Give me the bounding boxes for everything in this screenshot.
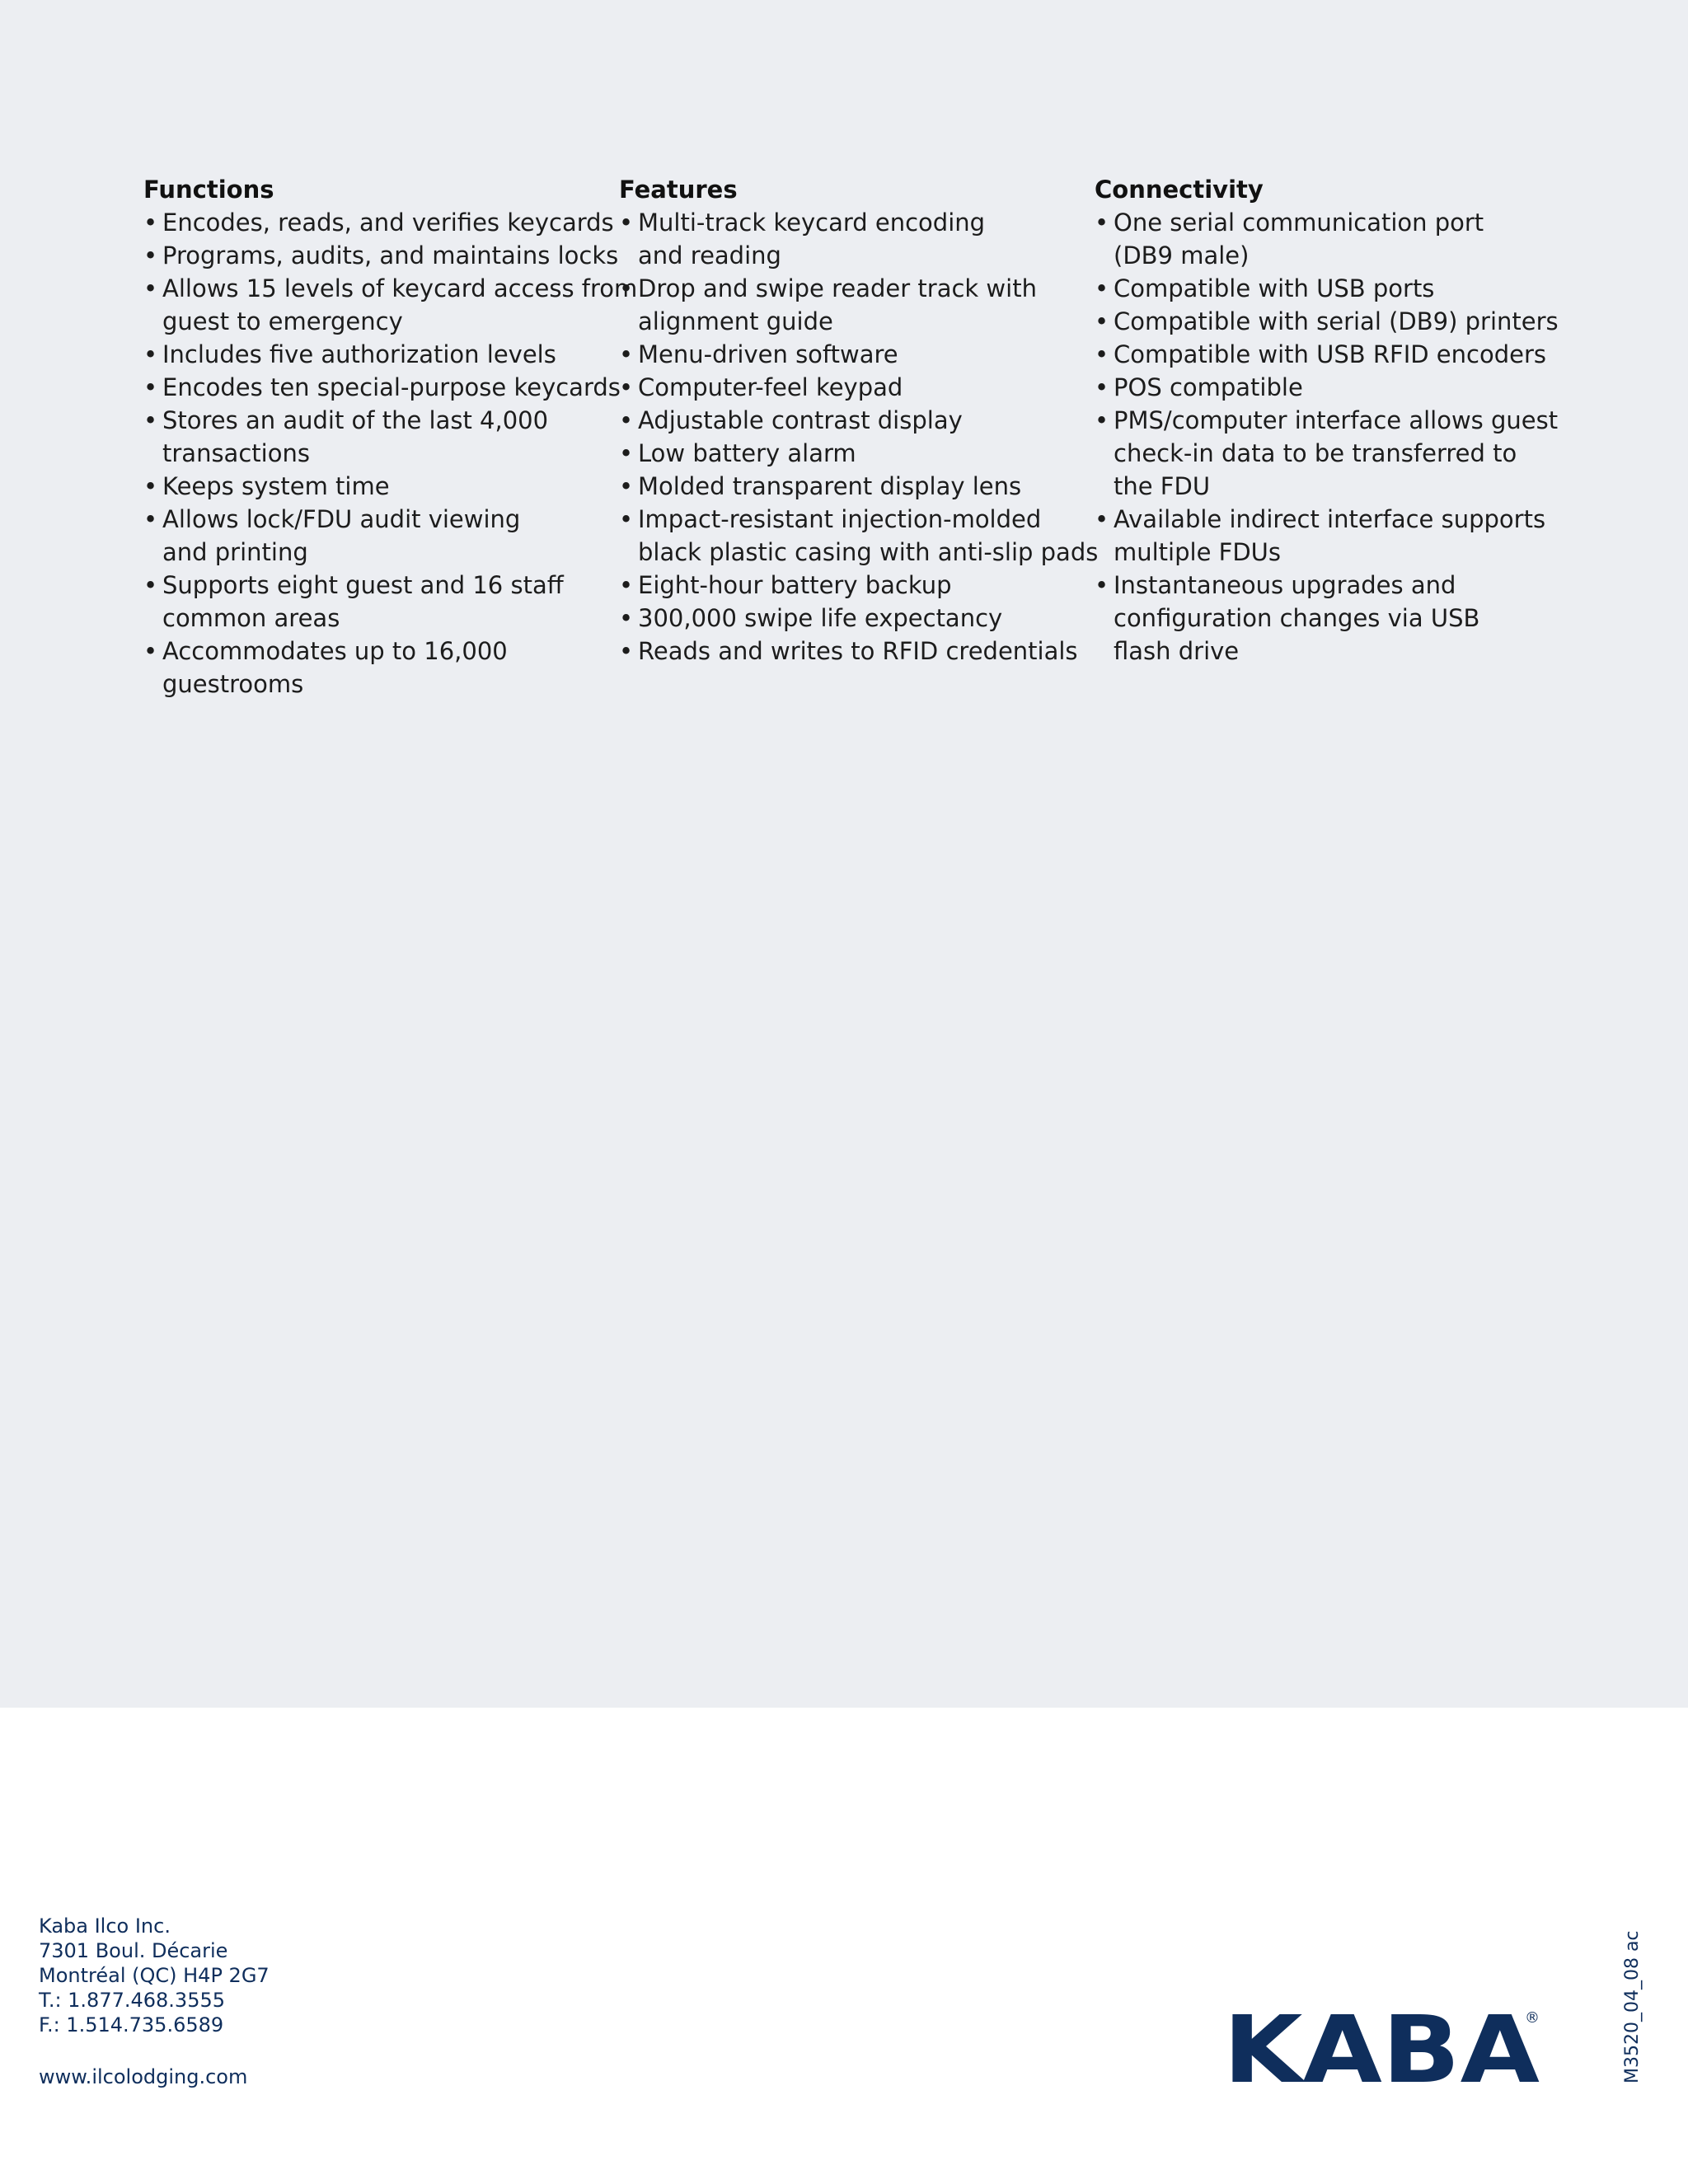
- list-item: • Stores an audit of the last 4,000: [143, 404, 605, 437]
- street-address: 7301 Boul. Décarie: [39, 1939, 228, 1962]
- list-item: • Compatible with serial (DB9) printers: [1095, 305, 1556, 338]
- functions-heading: Functions: [143, 176, 274, 204]
- functions-column: [143, 173, 638, 701]
- document-code: M3520_04_08 ac: [1622, 1930, 1643, 2083]
- list-item-continuation: multiple FDUs: [1114, 538, 1281, 566]
- list-item: • Encodes ten special-purpose keycards: [143, 371, 605, 404]
- phone-number: T.: 1.877.468.3555: [39, 1989, 226, 2012]
- list-item: • Low battery alarm: [619, 437, 1081, 470]
- fax-number: F.: 1.514.735.6589: [39, 2013, 224, 2036]
- list-item: • Compatible with USB RFID encoders: [1095, 338, 1556, 371]
- company-address: [39, 1914, 270, 2037]
- list-item-continuation: check-in data to be transferred to: [1114, 439, 1517, 467]
- list-item: • Computer-feel keypad: [619, 371, 1081, 404]
- list-item: • Adjustable contrast display: [619, 404, 1081, 437]
- functions-list: [143, 206, 638, 701]
- features-heading: Features: [619, 176, 738, 204]
- list-item: • Accommodates up to 16,000: [143, 635, 605, 668]
- list-item-continuation: (DB9 male): [1114, 241, 1250, 269]
- list-item: • Impact-resistant injection-molded: [619, 503, 1081, 536]
- website-link[interactable]: www.ilcolodging.com: [39, 2065, 248, 2088]
- list-item: • Programs, audits, and maintains locks: [143, 239, 605, 272]
- registered-mark: ®: [1525, 2009, 1540, 2027]
- features-column: [619, 173, 1099, 668]
- list-item-continuation: common areas: [162, 604, 340, 632]
- list-item-continuation: configuration changes via USB: [1114, 604, 1480, 632]
- list-item: • Includes five authorization levels: [143, 338, 605, 371]
- kaba-logo: [1223, 2004, 1553, 2087]
- list-item-continuation: guestrooms: [162, 670, 304, 698]
- company-name: Kaba Ilco Inc.: [39, 1915, 171, 1938]
- connectivity-heading: Connectivity: [1095, 176, 1264, 204]
- list-item: • Multi-track keycard encoding: [619, 206, 1081, 239]
- list-item: • PMS/computer interface allows guest: [1095, 404, 1556, 437]
- list-item-continuation: flash drive: [1114, 637, 1240, 665]
- list-item: • Drop and swipe reader track with: [619, 272, 1081, 305]
- connectivity-list: [1095, 206, 1559, 668]
- list-item-continuation: guest to emergency: [162, 307, 403, 335]
- list-item-continuation: transactions: [162, 439, 310, 467]
- list-item-continuation: alignment guide: [638, 307, 833, 335]
- list-item: • Allows lock/FDU audit viewing: [143, 503, 605, 536]
- list-item: • Instantaneous upgrades and: [1095, 569, 1556, 602]
- list-item: • Encodes, reads, and verifies keycards: [143, 206, 605, 239]
- list-item-continuation: the FDU: [1114, 472, 1211, 500]
- list-item: • Supports eight guest and 16 staff: [143, 569, 605, 602]
- list-item: • 300,000 swipe life expectancy: [619, 602, 1081, 635]
- list-item: • One serial communication port: [1095, 206, 1556, 239]
- list-item: • Menu-driven software: [619, 338, 1081, 371]
- list-item: • Available indirect interface supports: [1095, 503, 1556, 536]
- features-list: [619, 206, 1099, 668]
- list-item: • Eight-hour battery backup: [619, 569, 1081, 602]
- list-item-continuation: and printing: [162, 538, 308, 566]
- list-item-continuation: and reading: [638, 241, 781, 269]
- connectivity-column: [1095, 173, 1559, 668]
- list-item: • Allows 15 levels of keycard access from: [143, 272, 605, 305]
- city-postal: Montréal (QC) H4P 2G7: [39, 1964, 270, 1987]
- list-item: • Reads and writes to RFID credentials: [619, 635, 1081, 668]
- list-item-continuation: black plastic casing with anti-slip pads: [638, 538, 1099, 566]
- list-item: • Molded transparent display lens: [619, 470, 1081, 503]
- list-item: • POS compatible: [1095, 371, 1556, 404]
- list-item: • Compatible with USB ports: [1095, 272, 1556, 305]
- logo-wordmark: KABA: [1223, 2004, 1540, 2087]
- list-item: • Keeps system time: [143, 470, 605, 503]
